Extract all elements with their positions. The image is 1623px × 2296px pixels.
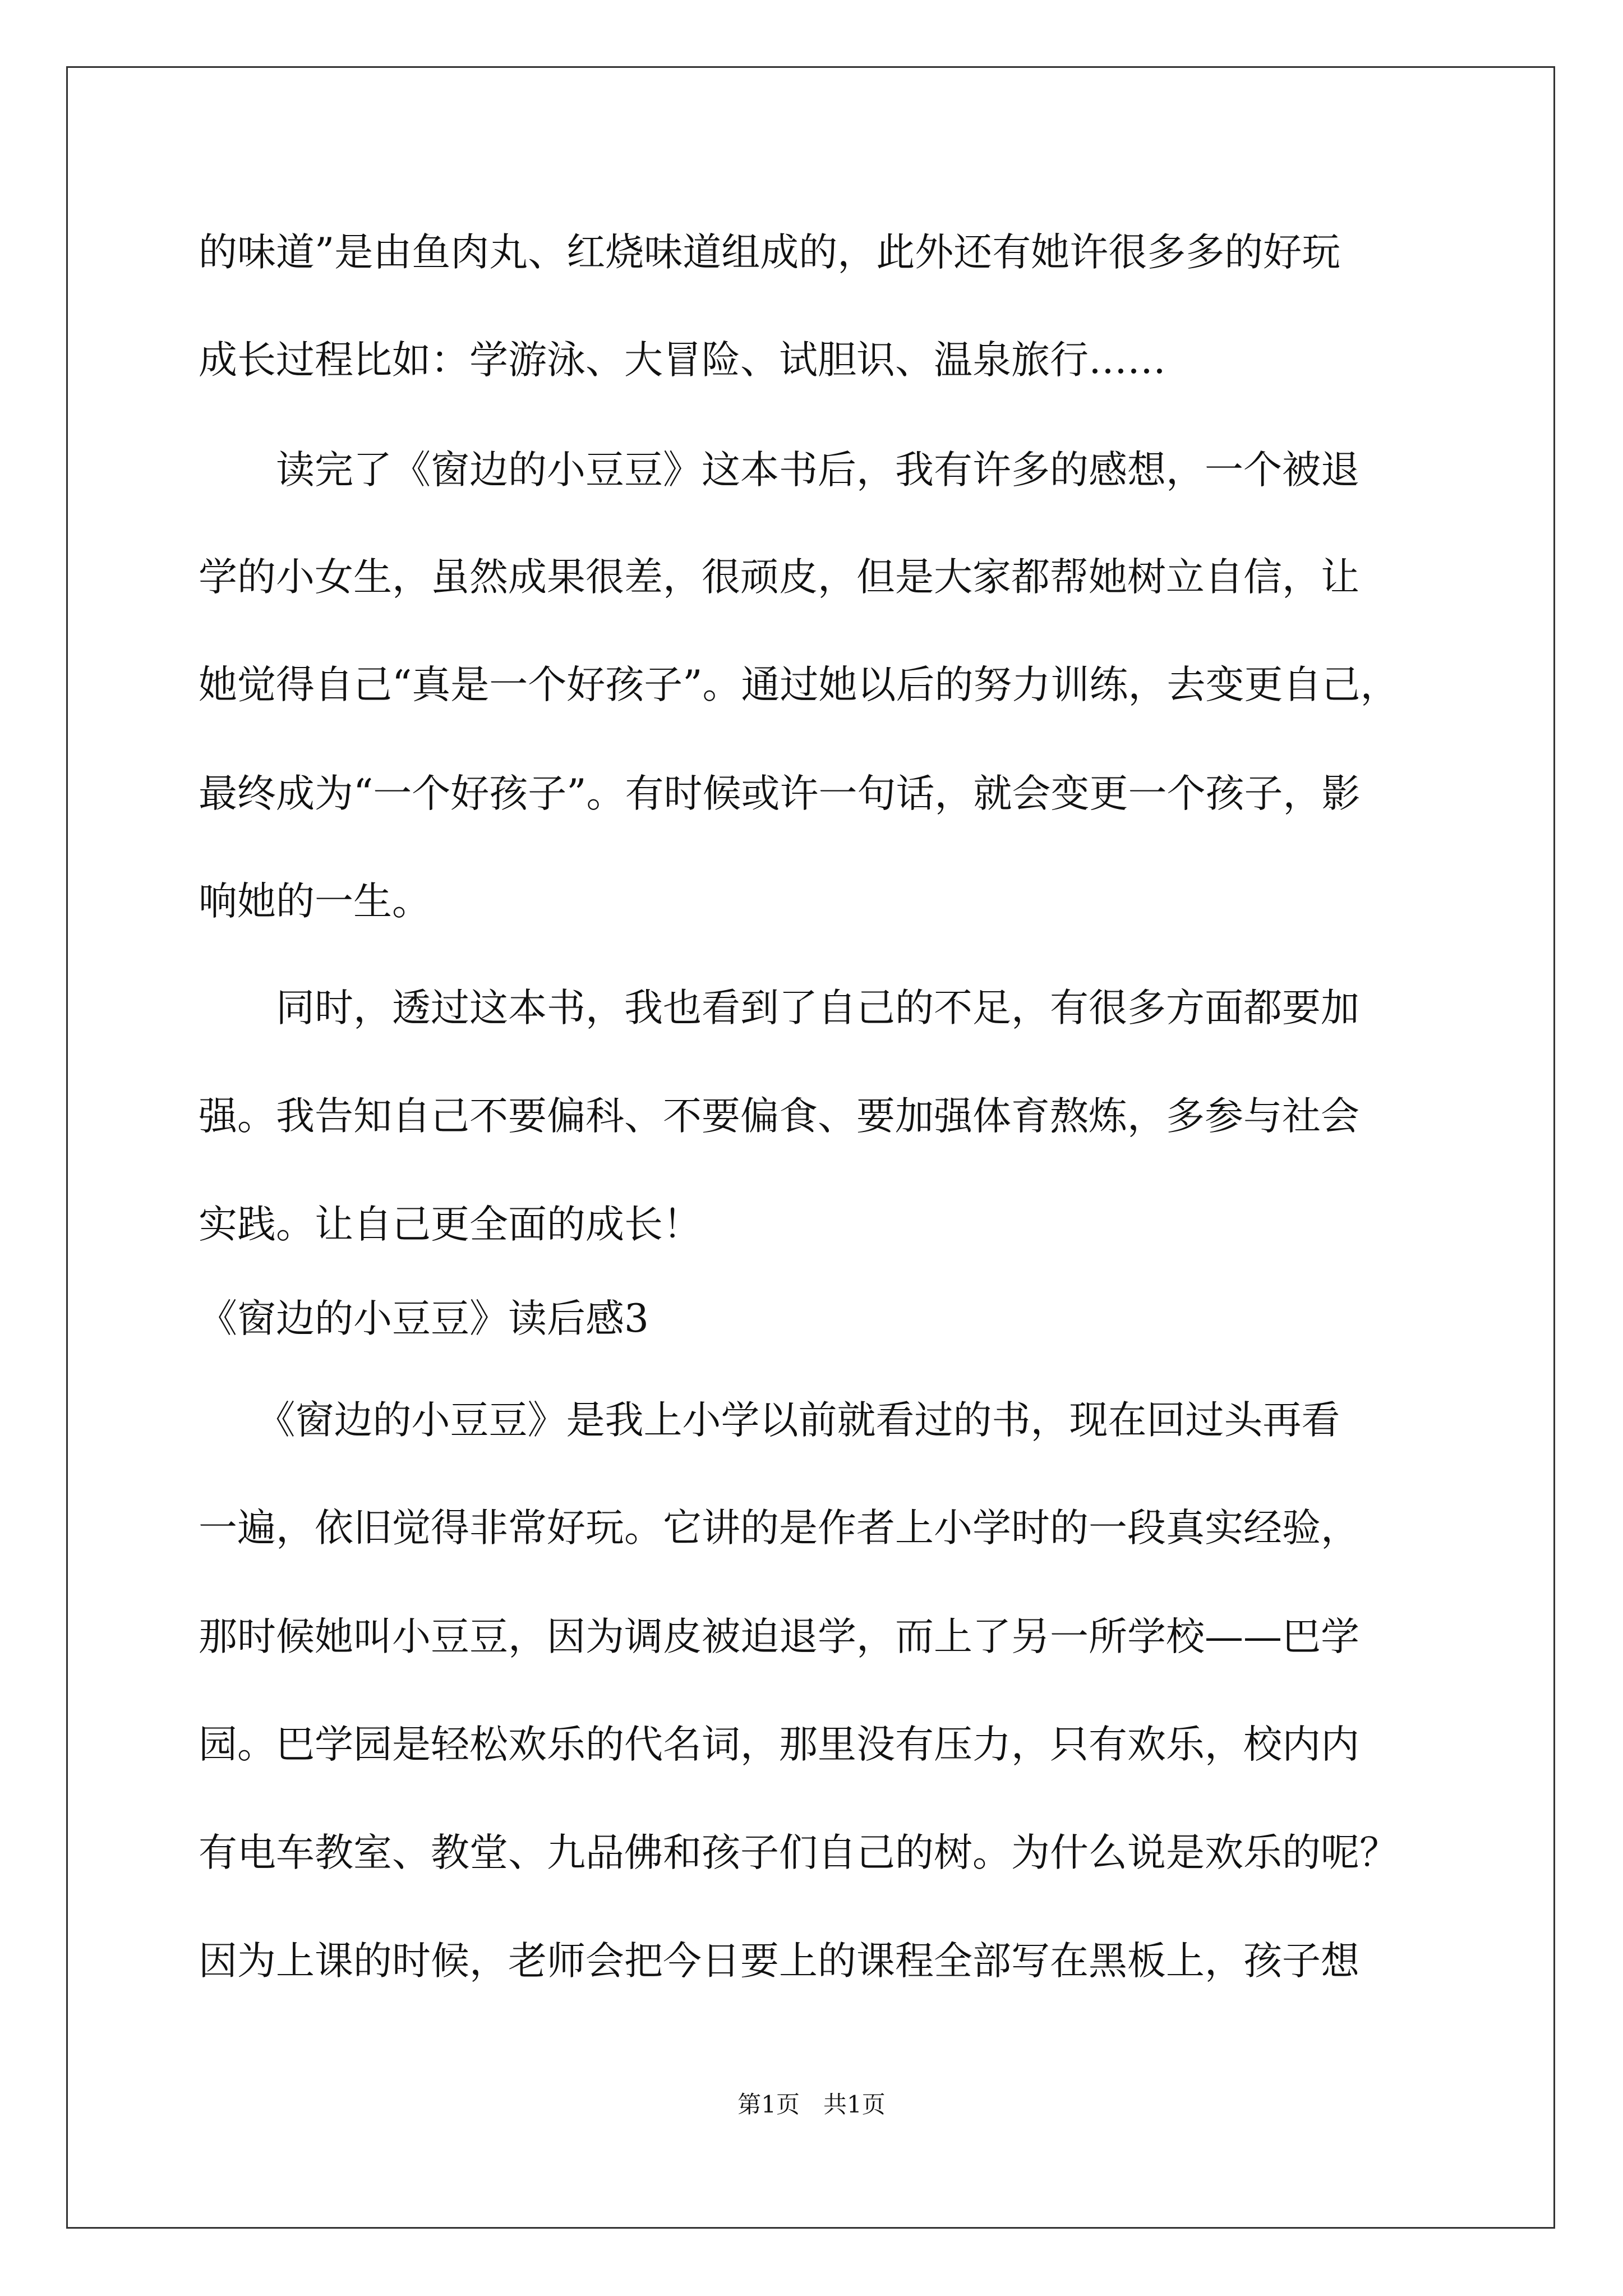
paragraph-line: 的味道”是由鱼肉丸、红烧味道组成的，此外还有她许很多多的好玩	[199, 230, 1341, 275]
paragraph-line: 实践。让自己更全面的成长！	[199, 1202, 702, 1247]
paragraph-line: 强。我告知自己不要偏科、不要偏食、要加强体育熬炼，多参与社会	[199, 1094, 1359, 1139]
paragraph-line: 她觉得自己“真是一个好孩子”。通过她以后的努力训练，去变更自己，	[199, 662, 1399, 707]
paragraph-line: 园。巴学园是轻松欢乐的代名词，那里没有压力，只有欢乐，校内内	[199, 1722, 1359, 1767]
page-border	[66, 66, 1555, 2229]
paragraph-line: 响她的一生。	[199, 879, 431, 924]
page-footer: 第1页 共1页	[737, 2091, 886, 2118]
paragraph-line: 有电车教室、教堂、九品佛和孩子们自己的树。为什么说是欢乐的呢？	[199, 1830, 1398, 1875]
paragraph-line: 同时，透过这本书，我也看到了自己的不足，有很多方面都要加	[199, 986, 1359, 1030]
paragraph-line: 学的小女生，虽然成果很差，很顽皮，但是大家都帮她树立自信，让	[199, 555, 1359, 600]
paragraph-line: 一遍，依旧觉得非常好玩。它讲的是作者上小学时的一段真实经验，	[199, 1506, 1359, 1550]
paragraph-line: 成长过程比如：学游泳、大冒险、试胆识、温泉旅行……	[199, 338, 1166, 383]
section-heading: 《窗边的小豆豆》读后感3	[199, 1296, 649, 1341]
paragraph-line: 因为上课的时候，老师会把今日要上的课程全部写在黑板上，孩子想	[199, 1939, 1359, 1984]
paragraph-line: 《窗边的小豆豆》是我上小学以前就看过的书，现在回过头再看	[199, 1398, 1340, 1443]
paragraph-line: 那时候她叫小豆豆，因为调皮被迫退学，而上了另一所学校——巴学	[199, 1614, 1359, 1659]
paragraph-line: 读完了《窗边的小豆豆》这本书后，我有许多的感想，一个被退	[199, 448, 1359, 493]
paragraph-line: 最终成为“一个好孩子”。有时候或许一句话，就会变更一个孩子，影	[199, 771, 1361, 816]
